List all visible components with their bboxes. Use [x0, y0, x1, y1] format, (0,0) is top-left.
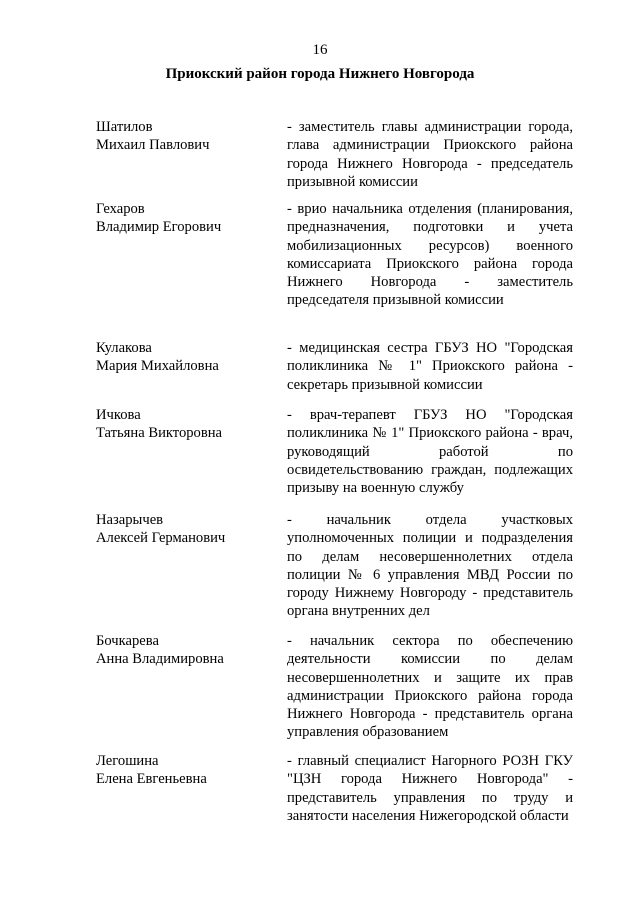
- member-name: [96, 752, 276, 789]
- member-surname: Назарычев: [96, 512, 164, 528]
- page-number: 16: [312, 42, 328, 58]
- member-surname: Бочкарева: [96, 633, 159, 649]
- member-given-names: Михаил Павлович: [96, 137, 210, 154]
- member-role: - главный специалист Нагорного РОЗН ГКУ "ЦЗН города Нижнего Новгорода" - представитель управления по труду и занятости населения Нижегородской области: [287, 753, 573, 824]
- member-name: [96, 406, 276, 443]
- member-name: [96, 511, 276, 548]
- member-given-names: Алексей Германович: [96, 530, 226, 547]
- member-name: [96, 200, 276, 237]
- member-given-names: Владимир Егорович: [96, 219, 222, 236]
- member-role: - врио начальника отделения (планирования, предназначения, подготовки и учета мобилизационных ресурсов) военного комиссариата Приокского района города Нижнего Новгорода - заместитель председателя призывной комиссии: [287, 201, 573, 309]
- member-role: - врач-терапевт ГБУЗ НО "Городская поликлиника № 1" Приокского района - врач, руководящий работой по освидетельствованию граждан, подлежащих призыву на военную службу: [287, 407, 573, 497]
- member-given-names: Елена Евгеньевна: [96, 771, 207, 788]
- member-role: - начальник отдела участковых уполномоченных полиции и подразделения по делам несовершеннолетних отдела полиции № 6 управления МВД России по городу Нижнему Новгороду - представитель органа внутренних дел: [287, 512, 573, 620]
- member-given-names: Татьяна Викторовна: [96, 425, 223, 442]
- member-surname: Легошина: [96, 753, 159, 769]
- member-given-names: Анна Владимировна: [96, 651, 224, 668]
- member-surname: Гехаров: [96, 201, 145, 217]
- member-surname: Ичкова: [96, 407, 141, 423]
- member-role: - заместитель главы администрации города, глава администрации Приокского района города Нижнего Новгорода - председатель призывной комиссии: [287, 119, 573, 190]
- member-name: [96, 118, 276, 155]
- member-role: - медицинская сестра ГБУЗ НО "Городская поликлиника № 1" Приокского района - секретарь призывной комиссии: [287, 340, 573, 393]
- section-title: Приокский район города Нижнего Новгорода: [165, 66, 475, 82]
- member-role: - начальник сектора по обеспечению деятельности комиссии по делам несовершеннолетних и защите их прав администрации Приокского района города Нижнего Новгорода - представитель органа управления образованием: [287, 633, 573, 741]
- member-surname: Шатилов: [96, 119, 153, 135]
- member-name: [96, 632, 276, 669]
- member-name: [96, 339, 276, 376]
- member-surname: Кулакова: [96, 340, 152, 356]
- member-given-names: Мария Михайловна: [96, 358, 219, 375]
